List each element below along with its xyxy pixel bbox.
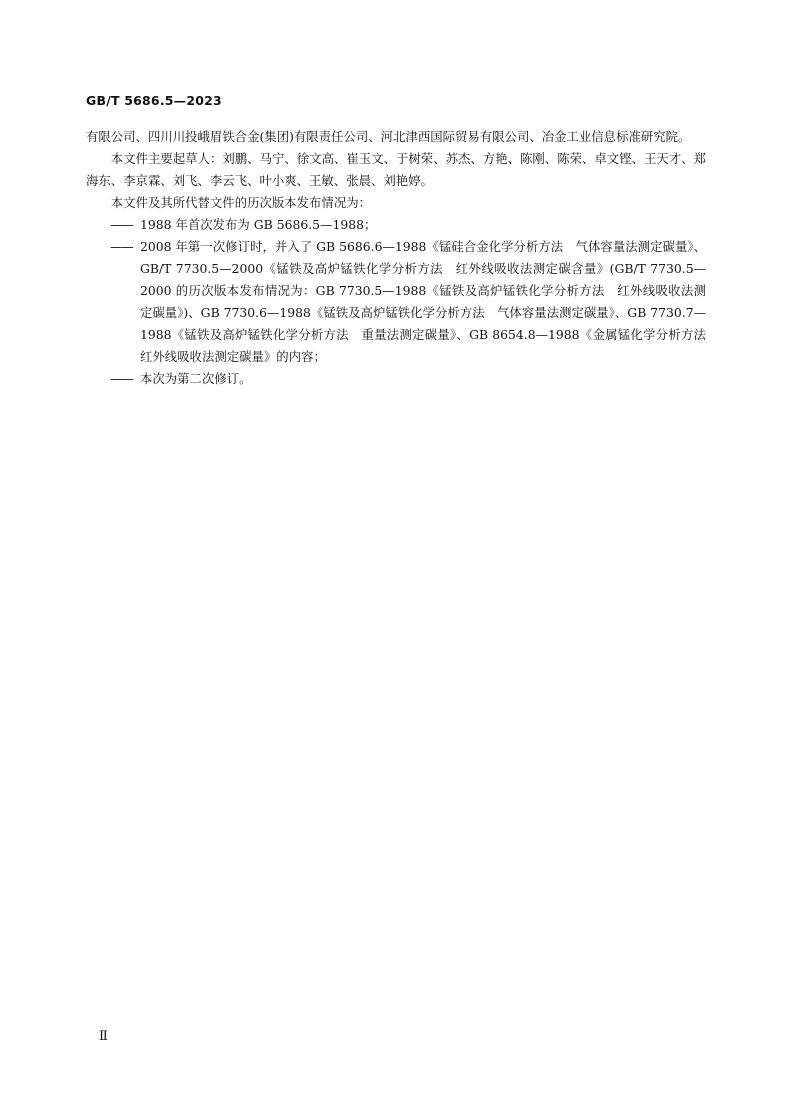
history-item xyxy=(86,214,706,236)
history-item-text: 1988 年首次发布为 GB 5686.5—1988； xyxy=(140,217,377,232)
history-item xyxy=(86,236,719,368)
dash-marker: —— xyxy=(110,217,133,232)
organizations-paragraph: 有限公司、四川川投峨眉铁合金(集团)有限责任公司、河北津西国际贸易有限公司、冶金工业信息标准研究院。 xyxy=(86,129,691,144)
history-item-text: 2008 年第一次修订时，并入了 GB 5686.6—1988《锰硅合金化学分析方法 气体容量法测定碳量》、GB/T 7730.5—2000《锰铁及高炉锰铁化学分析方法 红外线吸收法测定碳含量》(GB/T 7730.5—2000 的历次版本发布情况为：GB 7730.5—1988《锰铁及高炉锰铁化学分析方法 红外线吸收法测定碳量》)、GB 7730.6—1988《锰铁及高炉锰铁化学分析方法 气体容量法测定碳量》、GB 7730.7—1988《锰铁及高炉锰铁化学分析方法 重量法测定碳量》、GB 8654.8—1988《金属锰化学分析方法 红外线吸收法测定碳量》的内容； xyxy=(140,239,719,364)
dash-marker: —— xyxy=(110,239,133,254)
history-intro-paragraph: 本文件及其所代替文件的历次版本发布情况为： xyxy=(110,195,371,210)
dash-marker: —— xyxy=(110,371,133,386)
standard-number-header: GB/T 5686.5—2023 xyxy=(86,93,222,108)
drafters-paragraph: 本文件主要起草人：刘鹏、马宁、徐文高、崔玉文、于树荣、苏杰、方艳、陈刚、陈荣、卓文铿、王天才、郑海东、李京霖、刘飞、李云飞、叶小爽、王敏、张晨、刘艳婷。 xyxy=(86,151,706,188)
body-text xyxy=(86,126,719,390)
history-item xyxy=(86,368,706,390)
page-number: Ⅱ xyxy=(99,1029,108,1044)
history-item-text: 本次为第二次修订。 xyxy=(140,371,252,386)
